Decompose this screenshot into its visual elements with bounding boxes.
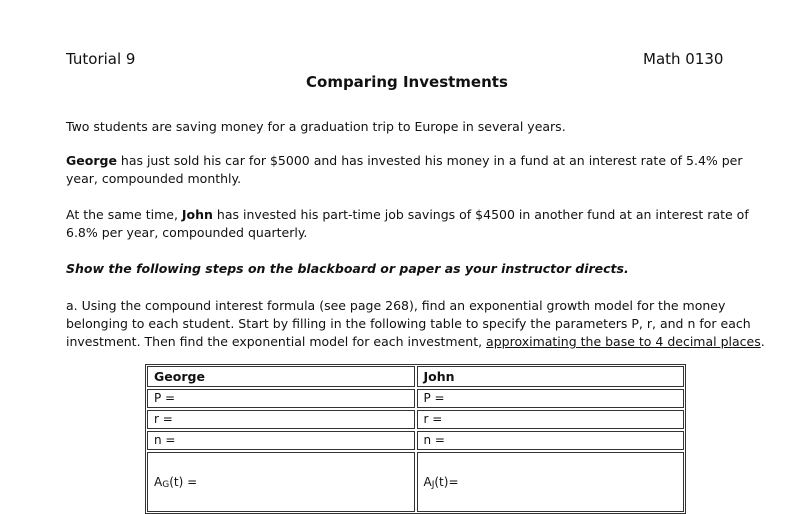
john-p-field[interactable]: P = [417,389,685,408]
george-model-sub: G [162,480,170,490]
table-row-r [146,409,686,430]
part-a-underlined: approximating the base to 4 decimal places [486,334,761,349]
parameters-table [145,364,686,514]
george-r-field[interactable]: r = [147,410,415,429]
john-model-sub: J [431,480,435,490]
george-model-suffix: (t) = [169,475,198,489]
george-model-prefix: A [154,475,163,489]
intro-text: Two students are saving money for a graduation trip to Europe in several years. [66,119,566,134]
john-header: John [417,366,685,387]
george-header: George [147,366,415,387]
header-right: Math 0130 [643,50,724,68]
part-a-end: . [760,334,765,349]
john-text: has invested his part-time job savings of $4500 in another fund at an interest rate of 6.8% per year, compounded quarterly. [66,207,749,240]
george-model-field[interactable] [147,452,415,512]
george-paragraph [66,152,772,188]
intro-paragraph [66,118,772,136]
header-left: Tutorial 9 [66,50,136,68]
john-model-prefix: A [423,475,432,489]
part-a-text: a. Using the compound interest formula (see page 268), find an exponential growth model for the money belonging to each student. Start by filling in the following table to specify the parameters P, r, and n for each investment. Then find the exponential model for each investment, [66,298,751,349]
page-title: Comparing Investments [306,73,508,91]
table-row-model [146,451,686,514]
john-model-field[interactable] [417,452,685,512]
george-p-field[interactable]: P = [147,389,415,408]
george-n-field[interactable]: n = [147,431,415,450]
john-lead: At the same time, [66,207,182,222]
john-model-suffix: (t)= [434,475,459,489]
part-a-paragraph [66,297,772,351]
instruction-text: Show the following steps on the blackboard or paper as your instructor directs. [66,261,629,276]
john-r-field[interactable]: r = [417,410,685,429]
john-n-field[interactable]: n = [417,431,685,450]
table-row-n [146,430,686,451]
table-row-p [146,388,686,409]
table-header-row [146,365,686,389]
john-name: John [181,207,213,222]
john-paragraph [66,206,772,242]
george-text: has just sold his car for $5000 and has invested his money in a fund at an interest rate of 5.4% per year, compounded monthly. [66,153,743,186]
george-name: George [66,153,117,168]
